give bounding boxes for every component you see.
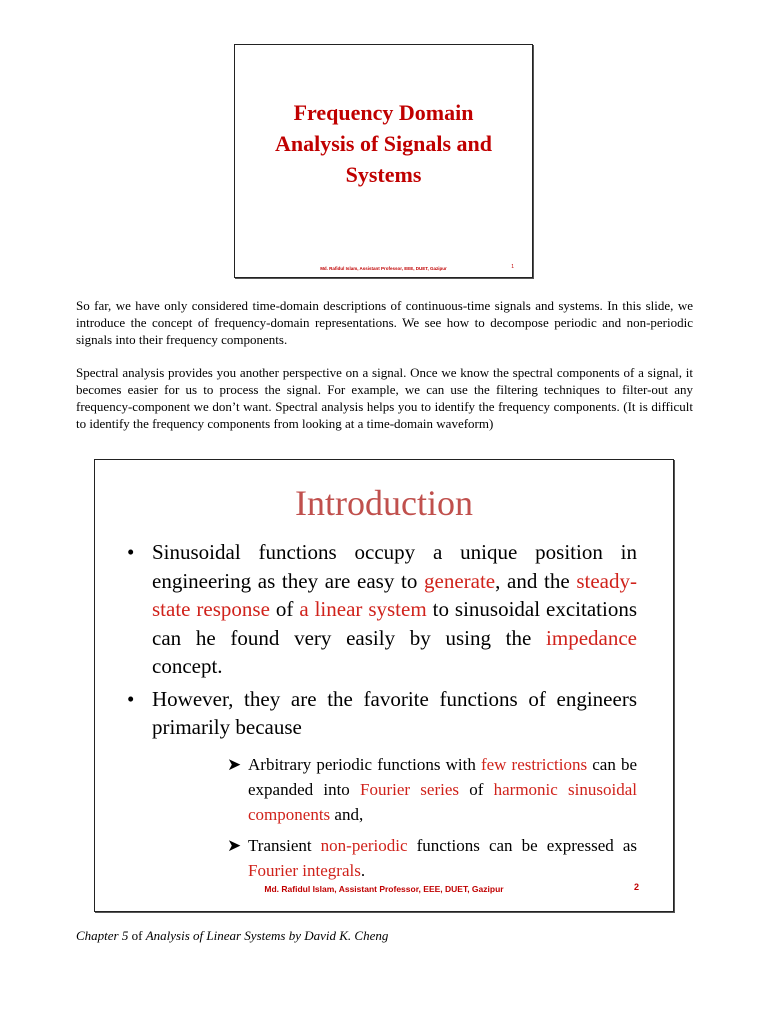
sub-bullet-1-highlight: few restrictions	[480, 754, 588, 774]
sub-bullet-1-text: can be expanded into	[248, 754, 637, 799]
sub-bullet-1-highlight: Fourier series	[360, 779, 460, 799]
sub-bullet-1-text: and,	[330, 804, 364, 824]
bullet-1-text: , and the	[495, 568, 577, 593]
sub-bullet-2-highlight: non-periodic	[320, 835, 408, 855]
paragraph-1: So far, we have only considered time-domain descriptions of continuous-time signals and systems. In this slide, we introduce the concept of frequency-domain representations. We see how to decompose periodic and non-periodic signals into their frequency components.	[76, 298, 693, 347]
title-line-1: Frequency Domain	[293, 100, 474, 125]
sub-bullet-1-text: Arbitrary periodic functions with	[248, 754, 481, 774]
slide-1-footer: Md. Rafidul Islam, Assistant Professor, EEE, DUET, Gazipur	[320, 266, 447, 271]
paragraph-2: Spectral analysis provides you another perspective on a signal. Once we know the spectral components of a signal, it becomes easier for us to process the signal. For example, we can use the filtering techniques to filter-out any frequency-component we don’t want. Spectral analysis helps you to identify the frequency components. (It is difficult to identify the frequency components from looking at a time-domain waveform)	[76, 365, 693, 431]
bullet-1-highlight: generate	[424, 568, 496, 593]
bullet-dot-icon: •	[127, 540, 135, 564]
sub-bullet-2-highlight: Fourier integrals	[248, 860, 361, 880]
sub-bullet-1-highlight: harmonic sinusoidal components	[248, 779, 637, 824]
bullet-1-highlight: steady-state response	[152, 568, 637, 621]
sub-bullet-2-text: functions can be expressed as	[407, 835, 637, 855]
sub-bullet-2	[227, 833, 637, 883]
caption-of: of	[128, 928, 146, 943]
bullet-2	[125, 685, 637, 883]
sub-bullet-list	[227, 752, 637, 883]
title-line-3: Systems	[345, 162, 422, 187]
bullet-1-text: concept.	[152, 654, 223, 678]
slide-2	[94, 459, 674, 912]
sub-bullet-2-text: Transient	[248, 835, 321, 855]
bullet-1-text: to sinusoidal excitations can he found very easily by using the	[152, 597, 637, 650]
slide-1-title	[235, 97, 532, 190]
slide-2-footer: Md. Rafidul Islam, Assistant Professor, EEE, DUET, Gazipur	[264, 884, 504, 894]
chapter-caption	[76, 928, 388, 944]
caption-chapter: Chapter 5	[76, 928, 129, 943]
bullet-1	[125, 538, 637, 681]
slide-2-heading: Introduction	[295, 483, 473, 523]
bullet-list	[125, 538, 637, 889]
bullet-dot-icon: •	[127, 686, 135, 711]
slide-1	[234, 44, 533, 278]
arrow-bullet-icon: ➤	[227, 754, 242, 774]
slide-1-page-number: 1	[511, 264, 514, 270]
arrow-bullet-icon: ➤	[227, 835, 242, 855]
sub-bullet-2-text: .	[360, 860, 366, 880]
bullet-2-text: However, they are the favorite functions of engineers primarily because	[152, 686, 637, 739]
bullet-1-highlight: a linear system	[299, 597, 427, 621]
title-line-2: Analysis of Signals and	[274, 131, 493, 156]
bullet-1-text: Sinusoidal functions occupy a unique position in engineering as they are easy to	[152, 540, 637, 593]
sub-bullet-1-text: of	[459, 779, 494, 799]
sub-bullet-1	[227, 752, 637, 827]
caption-book: Analysis of Linear Systems by David K. Cheng	[145, 928, 389, 943]
bullet-1-text: of	[269, 597, 300, 621]
bullet-1-highlight: impedance	[546, 625, 637, 650]
slide-2-page-number: 2	[633, 882, 639, 892]
